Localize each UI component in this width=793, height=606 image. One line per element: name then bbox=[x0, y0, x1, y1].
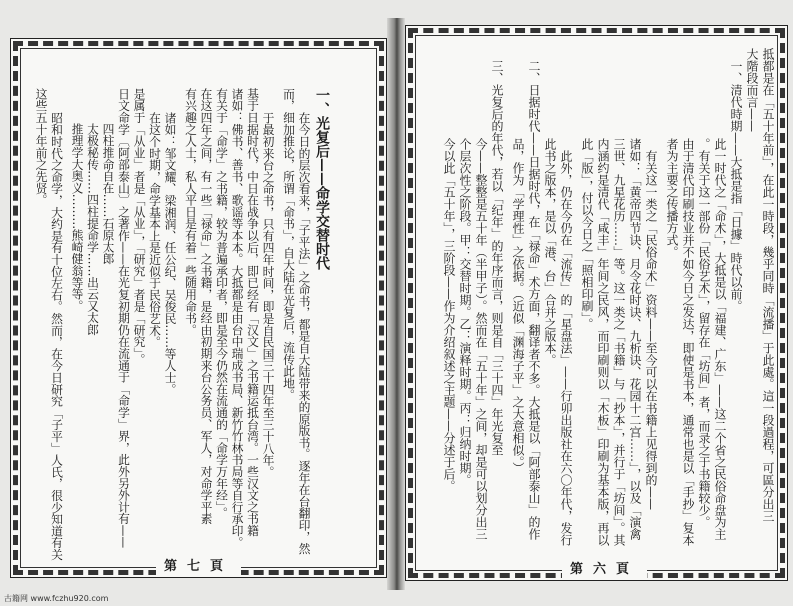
text-column: 是属于「从业」者是「从业」，「研究」者是「研究」。 bbox=[132, 88, 146, 366]
text-column: 诸如：佛书、善书、歌谣等本本。大抵都是由台中瑞成书局、新竹竹林书局等自行承印。 bbox=[230, 88, 244, 549]
text-column: 抵都是在「五十年前」，在此一時段，幾乎同時「流播」于此處。這一段過程，可區分出三 bbox=[761, 48, 775, 522]
text-column: 有关这一类之「民俗命术」资料——至今可以在书籍上见得到的—— bbox=[644, 150, 658, 510]
text-column: 诸如：「黄帝四节诀、月令花时诀、九析诀、花园十二宫……」，以及「演禽 bbox=[628, 138, 642, 540]
text-column: 个层次性之阶段。甲：交替时期。乙：演释时期。丙：归纳时期。 bbox=[458, 138, 472, 486]
text-column: 三、光复后的年代，若以「纪年」的年序而言，则是自「三十四」年光复至 bbox=[490, 60, 504, 456]
text-column: 今——整整是五十年（半甲子）。然而在「五十年」之间，却是可以划分出三 bbox=[474, 138, 488, 540]
text-column: 于最初来台之命书，只有四年时间，即是自民国三十四年至三十八年。 bbox=[261, 111, 275, 478]
text-column: 昭和时代之命学，大约是有十位左右。然而，在今日研究「子平」人氏，很少知道有关 bbox=[49, 111, 64, 560]
page-left bbox=[10, 38, 387, 578]
site-watermark: 古籍网 www.fczhu920.com bbox=[4, 594, 109, 603]
text-block-right bbox=[441, 48, 776, 588]
text-column: 此「版」，付以今日之「照相印刷」。 bbox=[580, 138, 594, 330]
text-column: 这些五十年前之先贤。 bbox=[34, 88, 48, 206]
text-column: 在这四年之间，有一些「禄命」之书籍，是经由初期来台公务员、军人，对命学平素 bbox=[199, 88, 213, 525]
text-column: 诸如：邹文耀、梁湘润、任公纪、吴俊民……等人士。 bbox=[163, 111, 177, 395]
text-column: 太极秘传……四柱提命学……出云又太郎 bbox=[85, 123, 100, 336]
text-column: 有关于「命学」之书籍，较为普遍承印者，即是至今仍然在流通的「命学万年经」。 bbox=[214, 88, 229, 519]
page-number-area bbox=[421, 558, 788, 578]
text-column: 。有关于这一部份「民俗艺术」，留存在「坊间」者，而录之于书籍较少。 bbox=[697, 138, 711, 528]
text-column: 一、清代時期——大抵是指「日據」時代以前。 bbox=[729, 60, 743, 312]
text-column: 日文命学〔阿部泰山〕之著作——在光复初期仍在流通于「命学」界，此外另外计有—— bbox=[116, 88, 131, 549]
text-column: 三世、九星花历……」等。这一类之「书籍」与「抄本」，并行于「坊间」。其 bbox=[612, 138, 626, 546]
text-column: 此书之版本，是以「港、台」合并之版本。 bbox=[543, 138, 557, 366]
page-number: 第七頁 bbox=[156, 559, 241, 575]
text-column: 品，作为「学理性」之依据。（近似「渊海子平」之大意相似。） bbox=[511, 138, 525, 474]
page-right bbox=[405, 25, 788, 581]
text-column: 此一时代之「命术」，大抵是以「福建、广东」——这二个省之民俗命盘为主 bbox=[713, 138, 727, 540]
text-block-left bbox=[33, 88, 334, 603]
text-column: 二、日据时代——日据时代，在「禄命」术方面，翻译者不多。大抵是以「阿部泰山」的作 bbox=[527, 60, 541, 540]
text-column: 在今日的层次看来，「子平法」之命书，都是自大陆带来的原版书。逐年在台翻印，然 bbox=[297, 111, 311, 555]
text-column: 而，细加推论，所谓「命书」，自大陆在光复后，流传此地。 bbox=[281, 88, 296, 401]
text-column: 推理学大奥义………熊崎健翁等等。 bbox=[70, 123, 84, 313]
text-column: 此外，仍在今仍在「流传」的「星盘法」——行卯出版社在六〇年代，发行 bbox=[559, 150, 573, 546]
page-number: 第六頁 bbox=[562, 562, 647, 578]
text-column: 由于清代印刷技业并不如今日之发达，即使是书本，通常也是以「手抄」复本 bbox=[681, 138, 695, 546]
text-column: 今以此「五十年」，三阶段——作为介绍叙述之主题——分述于后。 bbox=[442, 138, 456, 492]
text-column: 大階段而言—— bbox=[745, 48, 759, 132]
text-column: 内涵约是清代「咸丰」年间之民风，而印刷则以「木板」印刷为基本版，再以 bbox=[596, 138, 610, 546]
text-column: 在这个时期，命学基本上是近似于民俗艺术。 bbox=[147, 111, 162, 348]
book-gutter bbox=[387, 18, 405, 590]
text-column: 四柱推命自在……石原太郎 bbox=[101, 123, 115, 265]
text-column: 者为主要之传播方式。 bbox=[665, 138, 679, 258]
text-column: 基于日据时代，中日在战争以后，即已经有「汉文」之书籍运抵台湾。一些汉文之书籍 bbox=[245, 88, 260, 537]
text-column: 有兴趣之人士，私人平日是有着一些随用命书。 bbox=[183, 88, 198, 336]
page-number-area bbox=[10, 555, 387, 575]
section-title: 一、光复后——命学交替时代 bbox=[314, 88, 330, 270]
